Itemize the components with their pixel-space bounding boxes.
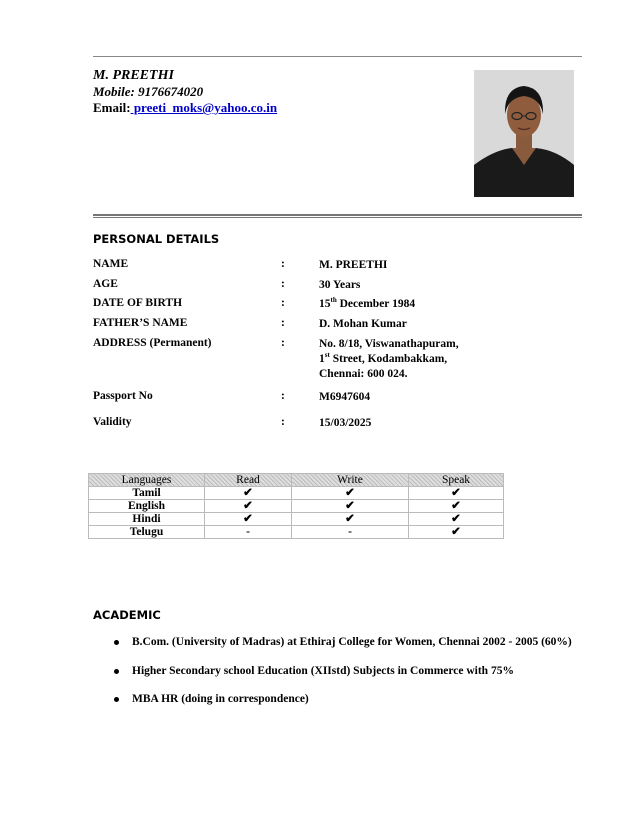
language-cell: English [89, 500, 205, 513]
email-link[interactable]: preeti_moks@yahoo.co.in [130, 100, 278, 115]
table-row [89, 526, 504, 539]
table-row [89, 487, 504, 500]
table-header-row [89, 474, 504, 487]
mobile-number: Mobile: 9176674020 [93, 84, 204, 99]
detail-colon: : [281, 390, 285, 402]
list-item-text: Higher Secondary school Education (XIIstd) Subjects in Commerce with 75% [132, 665, 514, 677]
check-icon: ✔ [409, 487, 504, 500]
detail-colon: : [281, 297, 285, 309]
detail-value: 15th December 1984 [319, 296, 416, 310]
personal-details-heading: PERSONAL DETAILS [93, 232, 220, 246]
list-item-text: MBA HR (doing in correspondence) [132, 693, 309, 705]
language-cell: Tamil [89, 487, 205, 500]
detail-label: AGE [93, 278, 118, 290]
detail-label: FATHER’S NAME [93, 317, 188, 329]
detail-label: Validity [93, 416, 132, 428]
check-icon: ✔ [292, 500, 409, 513]
detail-value: D. Mohan Kumar [319, 318, 407, 330]
detail-value: M. PREETHI [319, 259, 388, 271]
detail-colon: : [281, 416, 285, 428]
detail-value: 30 Years [319, 279, 361, 291]
email-label: Email: [93, 100, 131, 115]
detail-colon: : [281, 317, 285, 329]
language-cell: Hindi [89, 513, 205, 526]
list-item-text: B.Com. (University of Madras) at Ethiraj College for Women, Chennai 2002 - 2005 (60%) [132, 636, 572, 648]
check-icon: ✔ [292, 513, 409, 526]
bullet-icon [114, 640, 119, 645]
column-header: Languages [89, 474, 205, 487]
check-icon: ✔ [205, 487, 292, 500]
detail-colon: : [281, 278, 285, 290]
detail-colon: : [281, 258, 285, 270]
contact-header [93, 68, 277, 116]
bullet-icon [114, 669, 119, 674]
check-icon: ✔ [292, 487, 409, 500]
academic-heading: ACADEMIC [93, 608, 161, 622]
detail-label: ADDRESS (Permanent) [93, 337, 212, 349]
detail-colon: : [281, 337, 285, 349]
detail-label: Passport No [93, 390, 153, 402]
column-header: Read [205, 474, 292, 487]
table-row [89, 500, 504, 513]
section-divider [93, 214, 582, 218]
check-icon: ✔ [205, 513, 292, 526]
detail-label: DATE OF BIRTH [93, 297, 183, 309]
check-icon: ✔ [205, 500, 292, 513]
language-cell: Telugu [89, 526, 205, 539]
languages-table [88, 473, 504, 539]
top-divider [93, 56, 582, 57]
detail-value: M6947604 [319, 391, 371, 403]
column-header: Speak [409, 474, 504, 487]
bullet-icon [114, 697, 119, 702]
profile-photo [474, 70, 574, 197]
candidate-name: M. PREETHI [93, 68, 174, 83]
check-icon: ✔ [409, 526, 504, 539]
check-icon: ✔ [409, 513, 504, 526]
check-icon: ✔ [409, 500, 504, 513]
column-header: Write [292, 474, 409, 487]
detail-value: No. 8/18, Viswanathapuram, 1st Street, Kodambakkam, Chennai: 600 024. [319, 338, 459, 380]
detail-label: NAME [93, 258, 129, 270]
dash-cell: - [292, 526, 409, 539]
detail-value: 15/03/2025 [319, 417, 372, 429]
dash-cell: - [205, 526, 292, 539]
table-row [89, 513, 504, 526]
